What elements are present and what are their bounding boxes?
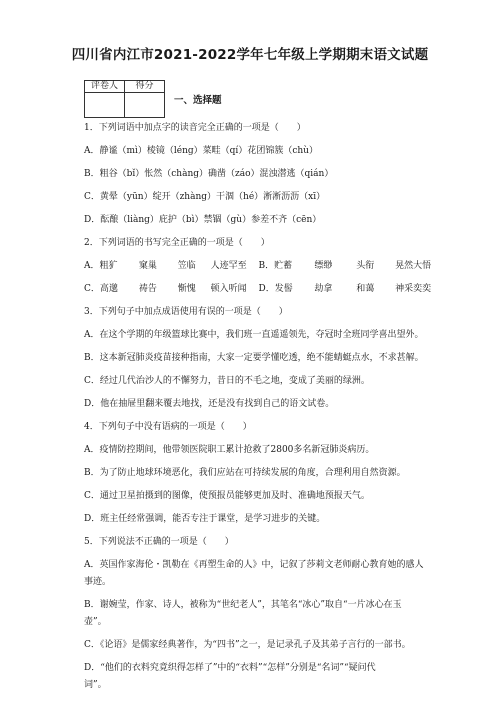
q2-cell: D．发髻 [258,284,293,294]
question-5-option-c: C．《论语》是儒家经典著作，为“四书”之一，是记录孔子及其弟子言行的一部书。 [84,640,411,650]
q2-cell: 人迹罕至 [210,261,247,271]
reviewer-header: 评卷人 [85,81,125,93]
question-1-stem: 1．下列词语中加点字的读音完全正确的一项是（ ） [84,123,306,133]
question-3-option-d: D．他在抽屉里翻来覆去地找，还是没有找到自己的语文试卷。 [84,399,335,409]
q2-cell: 祷告 [138,284,157,294]
question-1-option-b: B．粗谷（bǐ）怅然（chàng）确凿（záo）混浊潜逃（qián） [84,169,334,179]
question-5-option-a-cont: 事迹。 [84,577,112,587]
question-1-option-c: C．黄晕（yūn）绽开（zhàng）干涸（hé）淅淅沥沥（xī） [84,192,326,202]
question-4-option-d: D．班主任经常强调，能否专注于课堂，是学习进步的关键。 [84,514,326,524]
q2-cell: A．粗犷 [84,261,118,271]
question-3-stem: 3．下列句子中加点成语使用有误的一项是（ ） [84,307,288,317]
question-2-row-ab [84,260,444,272]
q2-cell: 神采奕奕 [395,284,432,294]
q2-cell: C．高邈 [84,284,118,294]
q2-cell: 顿入听闻 [210,284,247,294]
question-2-stem: 2．下列词语的书写完全正确的一项是（ ） [84,238,270,248]
question-5-option-d: D．“他们的衣料究竟织得怎样了”中的“衣料”“怎样”分别是“名词”“疑问代 [84,663,376,673]
question-1-option-d: D．酝酿（liàng）庇护（bì）禁锢（gù）参差不齐（cēn） [84,215,322,225]
question-5-option-b: B．谢婉莹，作家、诗人，被称为“世纪老人”，其笔名“冰心”取自“一片冰心在玉 [84,600,402,610]
section-heading: 一、选择题 [174,95,222,106]
question-3-option-c: C．经过几代治沙人的不懈努力，昔日的不毛之地，变成了美丽的绿洲。 [84,376,370,386]
exam-title: 四川省内江市2021-2022学年七年级上学期期末语文试题 [71,47,429,63]
q2-cell: 劫拿 [314,284,333,294]
q2-cell: 头衔 [356,261,375,271]
question-5-option-d-cont: 词”。 [84,680,107,690]
question-4-option-b: B．为了防止地球环境恶化，我们应站在可持续发展的角度，合理利用自然资源。 [84,468,406,478]
q2-cell: 惭愧 [177,284,196,294]
question-2-row-cd [84,283,444,295]
q2-cell: 窠巢 [138,261,157,271]
question-5-option-b-cont: 壶”。 [84,617,107,627]
q2-cell: 笠临 [177,261,196,271]
q2-cell: B．贮蓄 [258,261,293,271]
q2-cell: 晃然大悟 [395,261,432,271]
question-5-option-a: A．英国作家海伦・凯勒在《再塑生命的人》中，记叙了莎莉文老师耐心教育她的感人 [84,560,424,570]
score-table [84,80,165,118]
question-4-stem: 4．下列句子中没有语病的一项是（ ） [84,422,252,432]
q2-cell: 和蔼 [356,284,375,294]
question-5-stem: 5．下列说法不正确的一项是（ ） [84,537,234,547]
question-4-option-a: A．疫情防控期间，他带领医院职工累计抢救了2800多名新冠肺炎病历。 [84,445,375,455]
question-3-option-b: B．这本新冠肺炎疫苗接种指南，大家一定要学懂吃透，绝不能蜻蜓点水，不求甚解。 [84,353,424,363]
question-4-option-c: C．通过卫星拍摄到的图像，使预报员能够更加及时、准确地预报天气。 [84,491,370,501]
question-3-option-a: A．在这个学期的年级篮球比赛中，我们班一直遥遥领先，夺冠时全班同学喜出望外。 [84,330,424,340]
q2-cell: 缥缈 [314,261,333,271]
question-1-option-a: A．静谧（mì）棱镜（léng）菜畦（qí）花团锦簇（chù） [84,146,318,156]
reviewer-cell [85,93,125,118]
score-cell [125,93,165,118]
score-header: 得分 [125,81,165,93]
